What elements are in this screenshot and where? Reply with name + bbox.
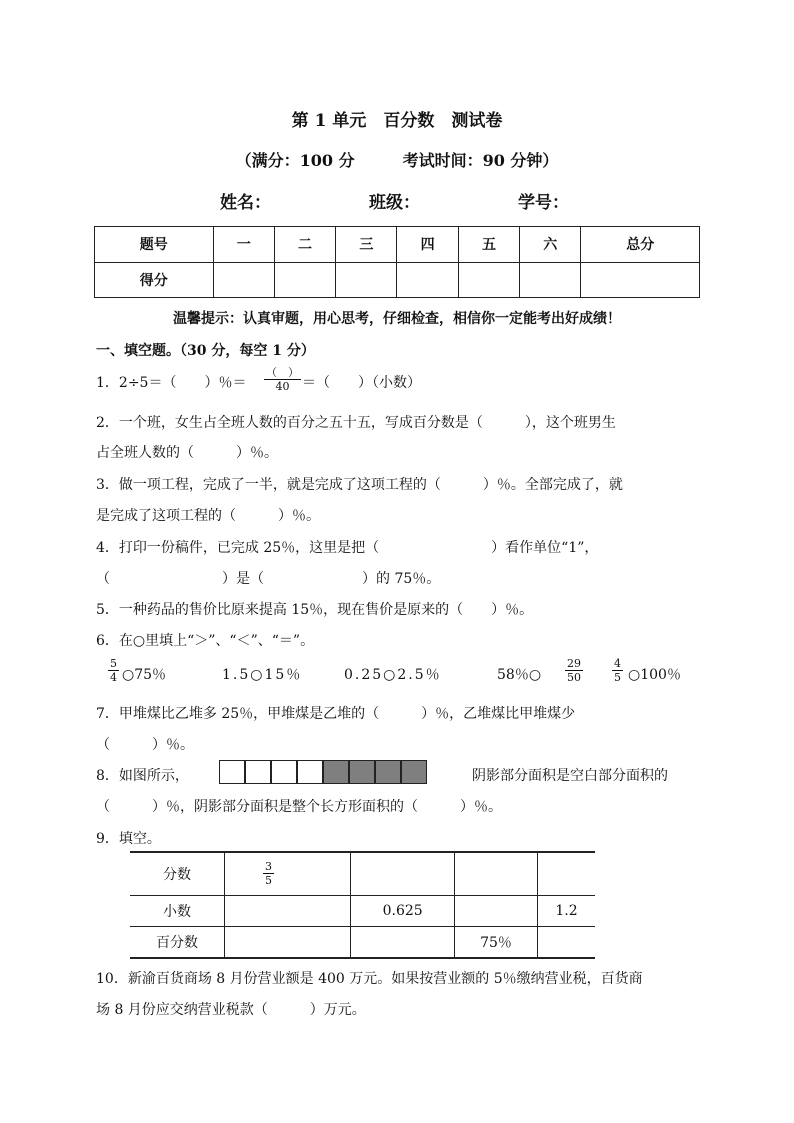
q6-fraction-1 bbox=[108, 657, 119, 684]
tip-text: 温馨提示：认真审题，用心思考，仔细检查，相信你一定能考出好成绩！ bbox=[173, 311, 621, 327]
question-9: 9．填空。 bbox=[96, 831, 161, 847]
table-cell: 1.2 bbox=[537, 896, 595, 927]
table-cell[interactable] bbox=[537, 852, 595, 896]
score-cell[interactable] bbox=[274, 262, 335, 298]
question-6: 6．在○里填上“＞”、“＜”、“＝”。 bbox=[96, 633, 315, 649]
row-label: 小数 bbox=[130, 896, 225, 927]
question-7-line2: （ ）％。 bbox=[96, 737, 194, 753]
q6-f1-numerator: 5 bbox=[110, 657, 117, 670]
fraction-numerator: 3 bbox=[265, 860, 272, 873]
rect-shaded-cell bbox=[375, 760, 401, 784]
question-2-line2: 占全班人数的（ ）％。 bbox=[96, 445, 278, 461]
class-label: 班级： bbox=[369, 193, 420, 213]
score-cell[interactable] bbox=[520, 262, 581, 298]
score-cell[interactable] bbox=[458, 262, 519, 298]
question-8-line2: （ ）％，阴影部分面积是整个长方形面积的（ ）％。 bbox=[96, 799, 502, 815]
rect-blank-cell bbox=[271, 760, 297, 784]
student-id-label: 学号： bbox=[518, 193, 569, 213]
score-header-cell: 总分 bbox=[581, 227, 700, 263]
q1-text-a: 1．2÷5＝（ ）％＝ bbox=[96, 375, 247, 391]
score-header-cell: 一 bbox=[213, 227, 274, 263]
table-cell: 75％ bbox=[455, 927, 538, 959]
score-header-cell: 六 bbox=[520, 227, 581, 263]
q1-fraction bbox=[264, 366, 301, 393]
question-4-line2: （ ）是（ ）的 75％。 bbox=[96, 571, 441, 587]
q6-f4-denominator: 50 bbox=[567, 671, 581, 684]
question-5: 5．一种药品的售价比原来提高 15％，现在售价是原来的（ ）％。 bbox=[96, 602, 534, 618]
q1-text-b: ＝（ ）（小数） bbox=[302, 375, 421, 391]
exam-info: （满分：100 分 考试时间：90 分钟） bbox=[235, 151, 559, 170]
q6-fraction-5 bbox=[612, 657, 623, 684]
score-cell[interactable] bbox=[213, 262, 274, 298]
row-label: 分数 bbox=[130, 852, 225, 896]
q6-item-5: ○100％ bbox=[628, 667, 681, 683]
question-10-line1: 10．新渝百货商场 8 月份营业额是 400 万元。如果按营业额的 5％缴纳营业税，百货商 bbox=[96, 971, 643, 987]
q6-f4-numerator: 29 bbox=[567, 657, 581, 670]
table-cell: 0.625 bbox=[351, 896, 455, 927]
score-header-cell: 五 bbox=[458, 227, 519, 263]
q6-f5-denominator: 5 bbox=[614, 671, 621, 684]
question-2-line1: 2．一个班，女生占全班人数的百分之五十五，写成百分数是（ ），这个班男生 bbox=[96, 415, 616, 431]
q6-fraction-4 bbox=[565, 657, 583, 684]
question-10-line2: 场 8 月份应交纳营业税款（ ）万元。 bbox=[96, 1002, 366, 1018]
score-header-cell: 三 bbox=[336, 227, 397, 263]
name-label: 姓名： bbox=[220, 193, 271, 213]
table-row bbox=[130, 896, 595, 927]
fill-table bbox=[130, 851, 595, 959]
q6-f1-denominator: 4 bbox=[110, 671, 117, 684]
score-cell[interactable] bbox=[581, 262, 700, 298]
table-cell[interactable] bbox=[351, 852, 455, 896]
rect-shaded-cell bbox=[323, 760, 349, 784]
rect-blank-cell bbox=[219, 760, 245, 784]
q1-fraction-numerator: （ ） bbox=[266, 366, 299, 379]
fraction-denominator: 5 bbox=[265, 874, 272, 887]
q6-item-2: 1.5○15％ bbox=[222, 667, 303, 683]
q6-f5-numerator: 4 bbox=[614, 657, 621, 670]
q6-item-1: ○75％ bbox=[122, 667, 167, 683]
question-4-line1: 4．打印一份稿件，已完成 25％，这里是把（ ）看作单位“1”， bbox=[96, 540, 599, 556]
question-3-line2: 是完成了这项工程的（ ）％。 bbox=[96, 508, 320, 524]
score-header-cell: 二 bbox=[274, 227, 335, 263]
table-row bbox=[130, 927, 595, 959]
table-cell bbox=[225, 852, 351, 896]
score-cell[interactable] bbox=[397, 262, 458, 298]
q1-fraction-denominator: 40 bbox=[275, 380, 290, 393]
rect-shaded-cell bbox=[349, 760, 375, 784]
score-header-cell: 题号 bbox=[95, 227, 214, 263]
section-heading: 一、填空题。（30 分，每空 1 分） bbox=[96, 343, 315, 359]
score-row-label: 得分 bbox=[95, 262, 214, 298]
q6-item-3: 0.25○2.5％ bbox=[344, 667, 442, 683]
row-label: 百分数 bbox=[130, 927, 225, 959]
question-8-a: 8．如图所示， bbox=[96, 768, 189, 784]
question-8-b: 阴影部分面积是空白部分面积的 bbox=[472, 768, 668, 784]
q6-item-4: 58％○ bbox=[497, 667, 542, 683]
question-7-line1: 7．甲堆煤比乙堆多 25％，甲堆煤是乙堆的（ ）％，乙堆煤比甲堆煤少 bbox=[96, 706, 576, 722]
rect-blank-cell bbox=[297, 760, 323, 784]
score-cell[interactable] bbox=[336, 262, 397, 298]
rect-shaded-cell bbox=[401, 760, 427, 784]
question-1 bbox=[96, 372, 246, 392]
table-cell[interactable] bbox=[455, 852, 538, 896]
table-cell[interactable] bbox=[537, 927, 595, 959]
table-cell[interactable] bbox=[351, 927, 455, 959]
table-row bbox=[130, 852, 595, 896]
table-cell[interactable] bbox=[455, 896, 538, 927]
score-table bbox=[94, 226, 700, 298]
page-title: 第 1 单元 百分数 测试卷 bbox=[291, 111, 503, 131]
question-3-line1: 3．做一项工程，完成了一半，就是完成了这项工程的（ ）％。全部完成了，就 bbox=[96, 477, 623, 493]
rect-blank-cell bbox=[245, 760, 271, 784]
table-cell[interactable] bbox=[225, 927, 351, 959]
score-header-cell: 四 bbox=[397, 227, 458, 263]
table-cell[interactable] bbox=[225, 896, 351, 927]
